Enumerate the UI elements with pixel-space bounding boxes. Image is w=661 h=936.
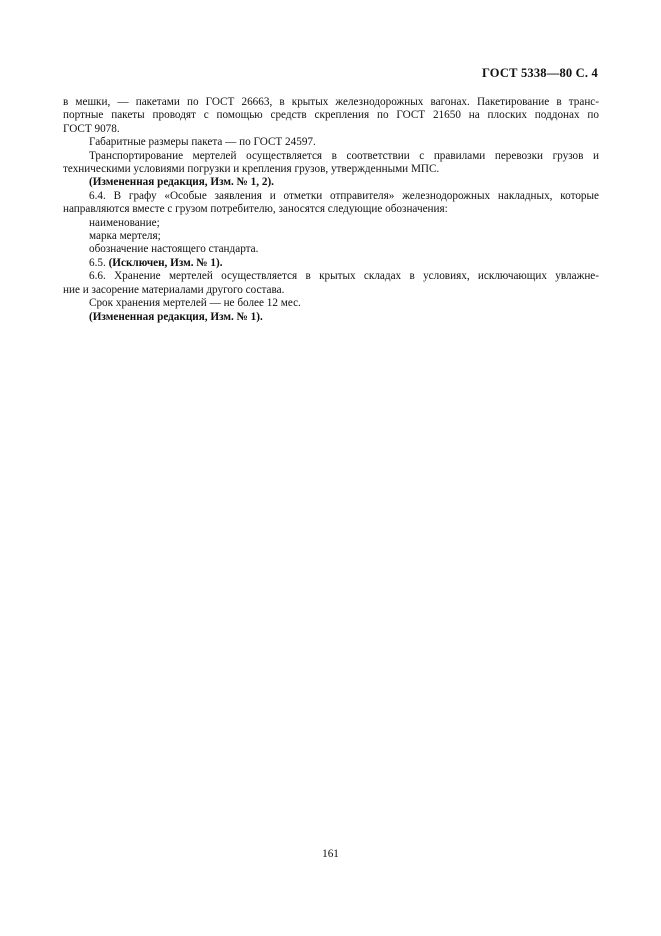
paragraph-line: портные пакеты проводят с помощью средств скрепления по ГОСТ 21650 на плоских поддонах по — [63, 109, 599, 122]
excluded-note: (Исключен, Изм. № 1). — [108, 256, 223, 269]
paragraph-transport: Транспортирование мертелей осуществляется в соответствии с правилами перевозки грузов и — [89, 149, 599, 162]
revision-note: (Измененная редакция, Изм. № 1, 2). — [89, 176, 274, 189]
paragraph-line: направляются вместе с грузом потребителю, заносятся следующие обозначения: — [63, 203, 448, 216]
list-item: марка мертеля; — [89, 230, 161, 243]
revision-note: (Измененная редакция, Изм. № 1). — [89, 310, 263, 323]
list-item: обозначение настоящего стандарта. — [89, 243, 259, 256]
clause-number: 6.5. — [89, 256, 109, 269]
paragraph-6-5 — [63, 257, 599, 270]
paragraph-storage-term: Срок хранения мертелей — не более 12 мес. — [89, 297, 301, 310]
page-number: 161 — [322, 848, 339, 860]
page-header: ГОСТ 5338—80 С. 4 — [481, 66, 598, 80]
paragraph-line: в мешки, — пакетами по ГОСТ 26663, в крытых железнодорожных вагонах. Пакетирование в транс- — [63, 96, 599, 108]
paragraph-6-4: 6.4. В графу «Особые заявления и отметки отправителя» железнодорожных накладных, которые — [89, 189, 599, 202]
paragraph-line: ГОСТ 9078. — [63, 122, 120, 135]
paragraph-line: ние и засорение материалами другого состава. — [63, 283, 285, 296]
paragraph-6-6: 6.6. Хранение мертелей осуществляется в крытых складах в условиях, исключающих увлажне- — [89, 270, 599, 283]
paragraph-line: техническими условиями погрузки и крепления грузов, утвержденными МПС. — [63, 163, 440, 176]
document-body — [63, 96, 599, 324]
list-item: наименование; — [89, 216, 160, 229]
paragraph-dimensions: Габаритные размеры пакета — по ГОСТ 24597. — [89, 136, 316, 149]
